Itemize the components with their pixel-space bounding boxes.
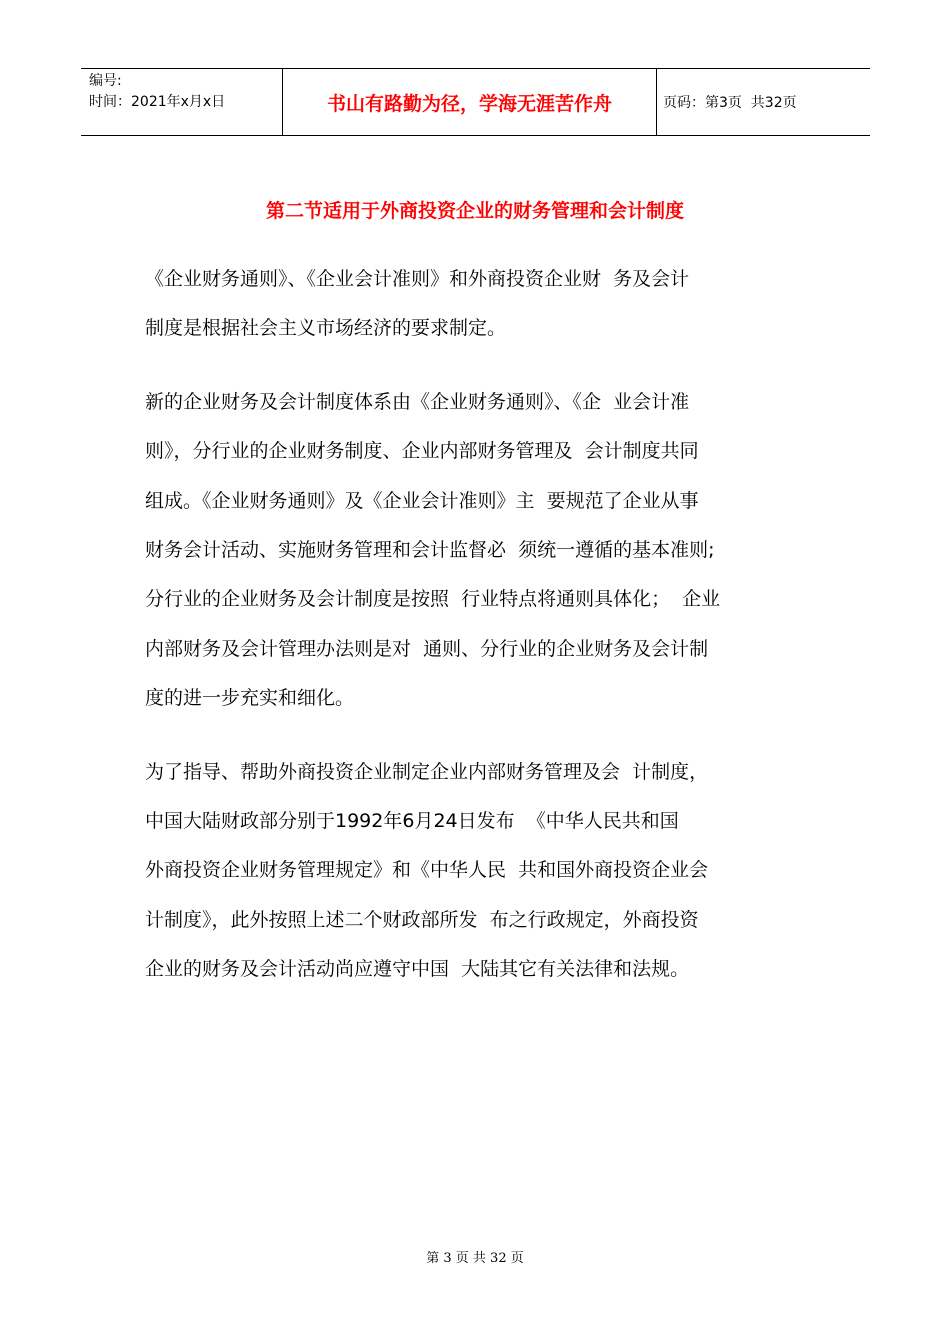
header-page-info: 页码：第3页 共32页 xyxy=(663,95,797,111)
text-line: 企业的财务及会计活动尚应遵守中国 大陆其它有关法律和法规。 xyxy=(145,958,690,981)
paragraph-2 xyxy=(145,378,810,724)
text-line: 中国大陆财政部分别于1992年6月24日发布 《中华人民共和国 xyxy=(145,809,679,832)
paragraph-3 xyxy=(145,748,810,995)
header-page-info-cell xyxy=(657,69,870,135)
text-line: 新的企业财务及会计制度体系由《企业财务通则》、《企 业会计准 xyxy=(145,390,690,413)
text-line: 分行业的企业财务及会计制度是按照 行业特点将通则具体化； 企业 xyxy=(145,588,721,611)
document-body xyxy=(145,255,810,1018)
section-title: 第二节适用于外商投资企业的财务管理和会计制度 xyxy=(265,200,684,222)
text-line: 制度是根据社会主义市场经济的要求制定。 xyxy=(145,317,507,340)
page-footer: 第 3 页 共 32 页 xyxy=(426,1251,524,1266)
text-line: 财务会计活动、实施财务管理和会计监督必 须统一遵循的基本准则; xyxy=(145,538,715,561)
text-line: 组成。《企业财务通则》及《企业会计准则》主 要规范了企业从事 xyxy=(145,489,699,512)
paragraph-1 xyxy=(145,255,810,354)
text-line: 则》，分行业的企业财务制度、企业内部财务管理及 会计制度共同 xyxy=(145,440,699,463)
header-motto: 书山有路勤为径，学海无涯苦作舟 xyxy=(283,69,657,135)
document-time-label: 时间：2021年x月x日 xyxy=(89,94,226,110)
text-line: 计制度》，此外按照上述二个财政部所发 布之行政规定，外商投资 xyxy=(145,908,699,931)
document-number-label: 编号: xyxy=(89,73,122,89)
header-meta-cell xyxy=(81,69,283,135)
text-line: 度的进一步充实和细化。 xyxy=(145,687,355,710)
text-line: 内部财务及会计管理办法则是对 通则、分行业的企业财务及会计制 xyxy=(145,637,709,660)
text-line: 为了指导、帮助外商投资企业制定企业内部财务管理及会 计制度， xyxy=(145,760,709,783)
text-line: 《企业财务通则》、《企业会计准则》和外商投资企业财 务及会计 xyxy=(145,268,690,290)
document-header xyxy=(81,68,870,136)
text-line: 外商投资企业财务管理规定》和《中华人民 共和国外商投资企业会 xyxy=(145,859,709,882)
